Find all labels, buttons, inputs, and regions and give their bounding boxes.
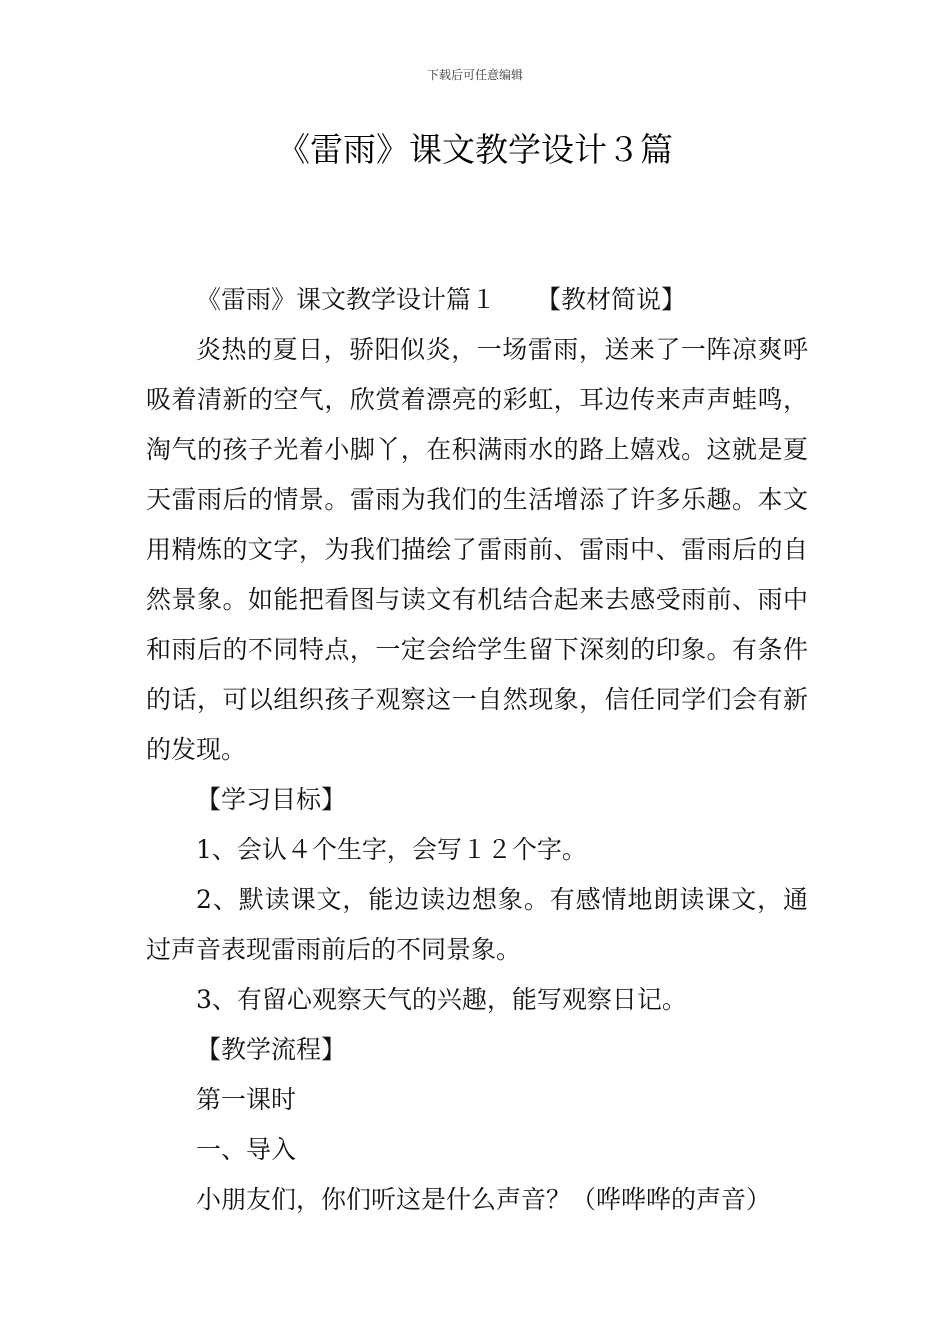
section-heading-flow: 【教学流程】 bbox=[196, 1035, 347, 1064]
subtitle-line bbox=[146, 275, 808, 325]
document-body bbox=[146, 275, 808, 1225]
goal-item-3: 3、有留心观察天气的兴趣，能写观察日记。 bbox=[196, 985, 687, 1014]
intro-paragraph: 炎热的夏日，骄阳似炎，一场雷雨，送来了一阵凉爽呼吸着清新的空气，欣赏着漂亮的彩虹，耳边传来声声蛙鸣，淘气的孩子光着小脚丫，在积满雨水的路上嬉戏。这就是夏天雷雨后的情景。雷雨为我们的生活增添了许多乐趣。本文用精炼的文字，为我们描绘了雷雨前、雷雨中、雷雨后的自然景象。如能把看图与读文有机结合起来去感受雨前、雨中和雨后的不同特点，一定会给学生留下深刻的印象。有条件的话，可以组织孩子观察这一自然现象，信任同学们会有新的发现。 bbox=[146, 335, 808, 764]
goal-item-1: 1、会认４个生字，会写１２个字。 bbox=[196, 835, 587, 864]
question-paragraph: 小朋友们，你们听这是什么声音？（哗哗哗的声音） bbox=[196, 1185, 772, 1214]
header-note: 下载后可任意编辑 bbox=[426, 68, 523, 82]
subtitle: 《雷雨》课文教学设计篇１ bbox=[196, 285, 497, 314]
section-heading-materials: 【教材简说】 bbox=[536, 285, 687, 314]
lesson-heading: 第一课时 bbox=[196, 1085, 297, 1114]
goal-item-2: 2、默读课文，能边读边想象。有感情地朗读课文，通过声音表现雷雨前后的不同景象。 bbox=[146, 885, 808, 964]
section-heading-goals: 【学习目标】 bbox=[196, 785, 347, 814]
document-title: 《雷雨》课文教学设计３篇 bbox=[277, 130, 673, 169]
step-heading: 一、导入 bbox=[196, 1135, 297, 1164]
